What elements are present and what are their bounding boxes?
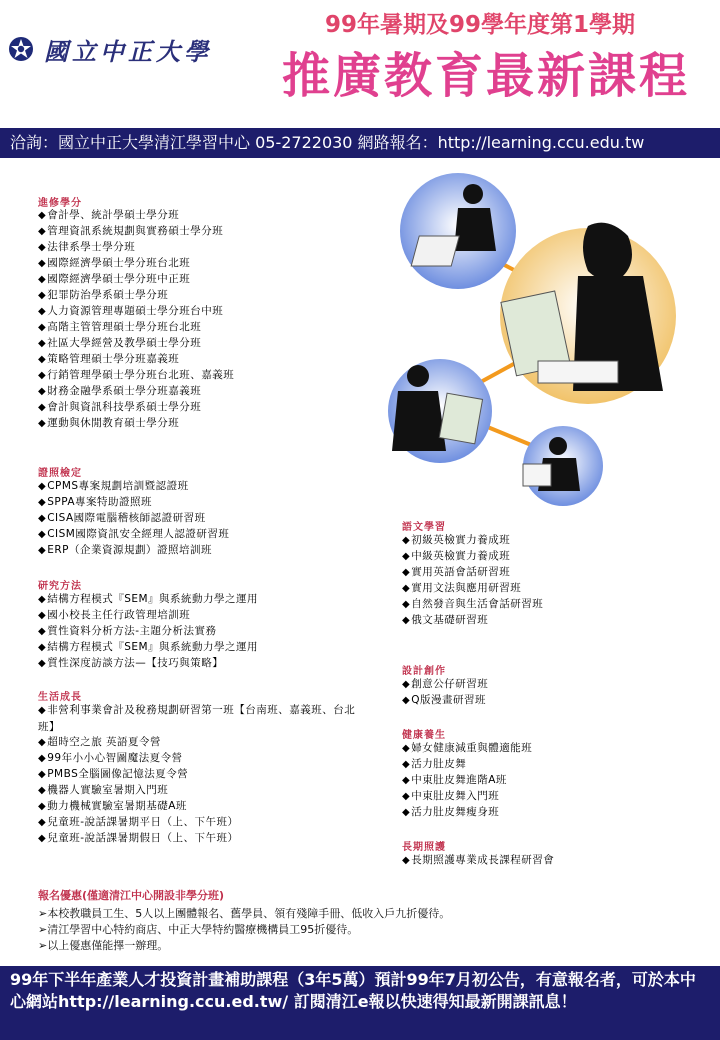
diamond-bullet-icon: ◆ bbox=[38, 545, 47, 556]
diamond-bullet-icon: ◆ bbox=[38, 769, 47, 780]
diamond-bullet-icon: ◆ bbox=[38, 210, 47, 221]
diamond-bullet-icon: ◆ bbox=[38, 785, 47, 796]
list-item: ◆非營利事業會計及稅務規劃研習第一班【台南班、嘉義班、台北班】 bbox=[38, 704, 356, 733]
section-title-research: 研究方法 bbox=[38, 581, 82, 592]
list-item: ◆CISA國際電腦稽核師認證研習班 bbox=[38, 512, 206, 524]
diamond-bullet-icon: ◆ bbox=[38, 705, 47, 716]
diamond-bullet-icon: ◆ bbox=[38, 642, 47, 653]
list-item: ◆中級英檢實力養成班 bbox=[402, 550, 511, 562]
list-item: ◆社區大學經營及教學碩士學分班 bbox=[38, 337, 202, 349]
arrow-bullet-icon: ➢ bbox=[38, 907, 48, 920]
networked-business-people-illustration bbox=[378, 166, 708, 506]
list-item: ◆質性深度訪談方法—【技巧與策略】 bbox=[38, 657, 224, 669]
list-item: ◆長期照護專業成長課程研習會 bbox=[402, 854, 555, 866]
list-item: ◆實用英語會話研習班 bbox=[402, 566, 511, 578]
diamond-bullet-icon: ◆ bbox=[38, 658, 47, 669]
diamond-bullet-icon: ◆ bbox=[402, 551, 411, 562]
diamond-bullet-icon: ◆ bbox=[38, 338, 47, 349]
list-item: ◆財務金融學系碩士學分班嘉義班 bbox=[38, 385, 202, 397]
diamond-bullet-icon: ◆ bbox=[402, 759, 411, 770]
arrow-bullet-icon: ➢ bbox=[38, 939, 48, 952]
section-title-design: 設計創作 bbox=[402, 666, 446, 677]
section-title-language: 語文學習 bbox=[402, 522, 446, 533]
list-item: ◆會計與資訊科技學系碩士學分班 bbox=[38, 401, 202, 413]
diamond-bullet-icon: ◆ bbox=[38, 386, 47, 397]
diamond-bullet-icon: ◆ bbox=[38, 513, 47, 524]
health-course-list bbox=[402, 740, 532, 820]
list-item: ◆超時空之旅 英語夏令營 bbox=[38, 736, 162, 748]
diamond-bullet-icon: ◆ bbox=[402, 583, 411, 594]
list-item: ◆國際經濟學碩士學分班中正班 bbox=[38, 273, 191, 285]
section-title-certificate: 證照檢定 bbox=[38, 468, 82, 479]
list-item: ◆管理資訊系統規劃與實務碩士學分班 bbox=[38, 225, 224, 237]
diamond-bullet-icon: ◆ bbox=[38, 242, 47, 253]
research-course-list bbox=[38, 591, 258, 671]
list-item: ◆兒童班-說話課暑期假日（上、下午班） bbox=[38, 832, 239, 844]
list-item: ◆CPMS專案規劃培訓暨認證班 bbox=[38, 480, 189, 492]
diamond-bullet-icon: ◆ bbox=[38, 402, 47, 413]
diamond-bullet-icon: ◆ bbox=[38, 833, 47, 844]
diamond-bullet-icon: ◆ bbox=[38, 306, 47, 317]
university-seal-icon bbox=[8, 36, 34, 62]
list-item: ◆結構方程模式『SEM』與系統動力學之運用 bbox=[38, 593, 259, 605]
promotion-title: 報名優惠(僅適清江中心開設非學分班) bbox=[38, 889, 225, 902]
diamond-bullet-icon: ◆ bbox=[402, 807, 411, 818]
list-item: ◆國小校長主任行政管理培訓班 bbox=[38, 609, 191, 621]
certificate-course-list bbox=[38, 478, 229, 558]
diamond-bullet-icon: ◆ bbox=[402, 615, 411, 626]
diamond-bullet-icon: ◆ bbox=[38, 529, 47, 540]
list-item: ◆人力資源管理專題碩士學分班台中班 bbox=[38, 305, 224, 317]
diamond-bullet-icon: ◆ bbox=[402, 599, 411, 610]
diamond-bullet-icon: ◆ bbox=[38, 274, 47, 285]
list-item: ◆CISM國際資訊安全經理人認證研習班 bbox=[38, 528, 230, 540]
contact-banner: 洽詢：國立中正大學清江學習中心 05-2722030 網路報名：http://learning.ccu.edu.tw bbox=[0, 128, 720, 158]
list-item: ◆實用文法與應用研習班 bbox=[402, 582, 522, 594]
page-title: 推廣教育最新課程 bbox=[281, 48, 690, 104]
list-item: ◆兒童班-說話課暑期平日（上、下午班） bbox=[38, 816, 239, 828]
list-item: ◆活力肚皮舞瘦身班 bbox=[402, 806, 500, 818]
list-item: ◆中東肚皮舞入門班 bbox=[402, 790, 500, 802]
diamond-bullet-icon: ◆ bbox=[38, 354, 47, 365]
diamond-bullet-icon: ◆ bbox=[38, 370, 47, 381]
diamond-bullet-icon: ◆ bbox=[38, 753, 47, 764]
diamond-bullet-icon: ◆ bbox=[38, 610, 47, 621]
university-name: 國立中正大學 bbox=[44, 36, 212, 66]
diamond-bullet-icon: ◆ bbox=[402, 679, 411, 690]
promotion-item: ➢本校教職員工生、5人以上團體報名、舊學員、領有殘障手冊、低收入戶九折優待。 bbox=[38, 907, 451, 920]
diamond-bullet-icon: ◆ bbox=[38, 290, 47, 301]
diamond-bullet-icon: ◆ bbox=[38, 258, 47, 269]
semester-subtitle: 99年暑期及99學年度第1學期 bbox=[324, 12, 636, 38]
list-item: ◆結構方程模式『SEM』與系統動力學之運用 bbox=[38, 641, 259, 653]
diamond-bullet-icon: ◆ bbox=[402, 791, 411, 802]
section-title-health: 健康養生 bbox=[402, 730, 446, 741]
diamond-bullet-icon: ◆ bbox=[38, 737, 47, 748]
diamond-bullet-icon: ◆ bbox=[38, 322, 47, 333]
list-item: ◆活力肚皮舞 bbox=[402, 758, 467, 770]
diamond-bullet-icon: ◆ bbox=[38, 594, 47, 605]
diamond-bullet-icon: ◆ bbox=[402, 535, 411, 546]
list-item: ◆自然發音與生活會話研習班 bbox=[402, 598, 544, 610]
section-title-degree: 進修學分 bbox=[38, 198, 82, 209]
section-title-longcare: 長期照護 bbox=[402, 842, 446, 853]
diamond-bullet-icon: ◆ bbox=[38, 626, 47, 637]
footer-announcement: 99年下半年產業人才投資計畫補助課程（3年5萬）預計99年7月初公告，有意報名者，可於本中心網站http://learning.ccu.ed.tw/ 訂閱清江e報以快速得知最新開課訊息！ bbox=[0, 966, 720, 1040]
section-title-life: 生活成長 bbox=[38, 692, 82, 703]
list-item: ◆運動與休閒教育碩士學分班 bbox=[38, 417, 180, 429]
diamond-bullet-icon: ◆ bbox=[38, 481, 47, 492]
longcare-course-list bbox=[402, 852, 554, 868]
list-item: ◆國際經濟學碩士學分班台北班 bbox=[38, 257, 191, 269]
list-item: ◆99年小小心智圖魔法夏令營 bbox=[38, 752, 183, 764]
diamond-bullet-icon: ◆ bbox=[402, 855, 411, 866]
list-item: ◆Q版漫畫研習班 bbox=[402, 694, 486, 706]
degree-course-list bbox=[38, 207, 234, 431]
diamond-bullet-icon: ◆ bbox=[402, 695, 411, 706]
diamond-bullet-icon: ◆ bbox=[38, 418, 47, 429]
list-item: ◆機器人實驗室暑期入門班 bbox=[38, 784, 169, 796]
list-item: ◆動力機械實驗室暑期基礎A班 bbox=[38, 800, 187, 812]
list-item: ◆犯罪防治學系碩士學分班 bbox=[38, 289, 169, 301]
list-item: ◆策略管理碩士學分班嘉義班 bbox=[38, 353, 180, 365]
arrow-bullet-icon: ➢ bbox=[38, 923, 48, 936]
list-item: ◆行銷管理學碩士學分班台北班、嘉義班 bbox=[38, 369, 235, 381]
list-item: ◆中東肚皮舞進階A班 bbox=[402, 774, 507, 786]
university-logo bbox=[8, 30, 228, 68]
diamond-bullet-icon: ◆ bbox=[38, 801, 47, 812]
language-course-list bbox=[402, 532, 543, 628]
list-item: ◆法律系學士學分班 bbox=[38, 241, 136, 253]
diamond-bullet-icon: ◆ bbox=[38, 497, 47, 508]
list-item: ◆ERP（企業資源規劃）證照培訓班 bbox=[38, 544, 212, 556]
list-item: ◆高階主管管理碩士學分班台北班 bbox=[38, 321, 202, 333]
list-item: ◆初級英檢實力養成班 bbox=[402, 534, 511, 546]
diamond-bullet-icon: ◆ bbox=[402, 775, 411, 786]
diamond-bullet-icon: ◆ bbox=[402, 743, 411, 754]
diamond-bullet-icon: ◆ bbox=[38, 226, 47, 237]
list-item: ◆SPPA專案特助證照班 bbox=[38, 496, 153, 508]
design-course-list bbox=[402, 676, 488, 708]
list-item: ◆質性資料分析方法-主題分析法實務 bbox=[38, 625, 217, 637]
diamond-bullet-icon: ◆ bbox=[38, 817, 47, 828]
diamond-bullet-icon: ◆ bbox=[402, 567, 411, 578]
list-item: ◆創意公仔研習班 bbox=[402, 678, 489, 690]
list-item: ◆俄文基礎研習班 bbox=[402, 614, 489, 626]
life-course-list bbox=[38, 702, 358, 846]
promotion-item: ➢以上優惠僅能擇一辦理。 bbox=[38, 939, 169, 952]
promotion-item: ➢清江學習中心特約商店、中正大學特約醫療機構員工95折優待。 bbox=[38, 923, 359, 936]
list-item: ◆會計學、統計學碩士學分班 bbox=[38, 209, 180, 221]
list-item: ◆PMBS全腦圖像記憶法夏令營 bbox=[38, 768, 189, 780]
list-item: ◆婦女健康減重與體適能班 bbox=[402, 742, 533, 754]
